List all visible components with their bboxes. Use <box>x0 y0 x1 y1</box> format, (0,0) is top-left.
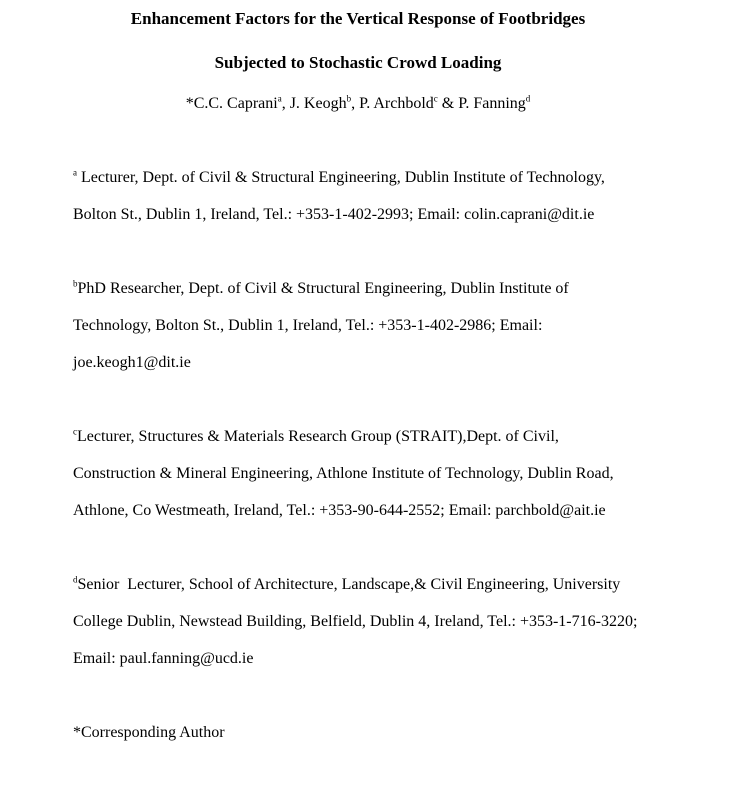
affiliation-line: Bolton St., Dublin 1, Ireland, Tel.: +353-1-402-2993; Email: colin.caprani@dit.ie <box>73 206 595 223</box>
author-name: J. Keogh <box>289 95 347 112</box>
affiliation-d <box>73 575 713 669</box>
author-name: P. Archbold <box>359 95 434 112</box>
affiliation-c <box>73 427 713 521</box>
affiliation-sup: a <box>73 167 77 178</box>
affiliation-line: joe.keogh1@dit.ie <box>73 354 191 371</box>
author-affil-sup: a <box>277 93 282 104</box>
paper-title-line-2: Subjected to Stochastic Crowd Loading <box>214 53 502 72</box>
author-4 <box>458 95 530 112</box>
affiliation-line: Technology, Bolton St., Dublin 1, Ireland, Tel.: +353-1-402-2986; Email: <box>73 317 543 334</box>
affiliation-text: PhD Researcher, Dept. of Civil & Structural Engineering, Dublin Institute of <box>77 280 569 297</box>
affiliation-sup: c <box>73 426 77 437</box>
author-separator: & <box>437 95 459 112</box>
affiliation-b <box>73 279 713 373</box>
author-name: P. Fanning <box>458 95 526 112</box>
affiliation-a <box>73 168 713 225</box>
affiliation-line: College Dublin, Newstead Building, Belfield, Dublin 4, Ireland, Tel.: +353-1-716-3220; <box>73 613 638 630</box>
author-3 <box>359 95 458 112</box>
affiliation-line <box>73 279 713 316</box>
affiliation-line <box>73 168 713 205</box>
corresponding-author-note: *Corresponding Author <box>73 724 225 741</box>
affiliation-text: Lecturer, Structures & Materials Research Group (STRAIT),Dept. of Civil, <box>77 428 559 445</box>
author-name: C.C. Caprani <box>193 95 278 112</box>
affiliation-line: Email: paul.fanning@ucd.ie <box>73 650 254 667</box>
author-list <box>0 94 716 114</box>
affiliation-text: Lecturer, Dept. of Civil & Structural Engineering, Dublin Institute of Technology, <box>77 169 605 186</box>
affiliation-sup: d <box>73 574 78 585</box>
author-2 <box>290 95 359 112</box>
affiliation-line: Construction & Mineral Engineering, Athlone Institute of Technology, Dublin Road, <box>73 465 614 482</box>
affiliation-text: Senior Lecturer, School of Architecture, Landscape,& Civil Engineering, University <box>77 576 621 593</box>
affiliation-sup: b <box>73 278 78 289</box>
affiliation-line: Athlone, Co Westmeath, Ireland, Tel.: +353-90-644-2552; Email: parchbold@ait.ie <box>73 502 606 519</box>
affiliation-line <box>73 427 713 464</box>
author-affil-sup: d <box>525 93 531 104</box>
affiliation-line <box>73 575 713 612</box>
author-1 <box>186 95 290 112</box>
author-affil-sup: c <box>433 93 438 104</box>
corresponding-marker: * <box>185 95 194 112</box>
author-affil-sup: b <box>346 93 352 104</box>
author-separator: , <box>351 95 360 112</box>
author-separator: , <box>281 95 290 112</box>
paper-title-line-1: Enhancement Factors for the Vertical Response of Footbridges <box>130 9 586 28</box>
